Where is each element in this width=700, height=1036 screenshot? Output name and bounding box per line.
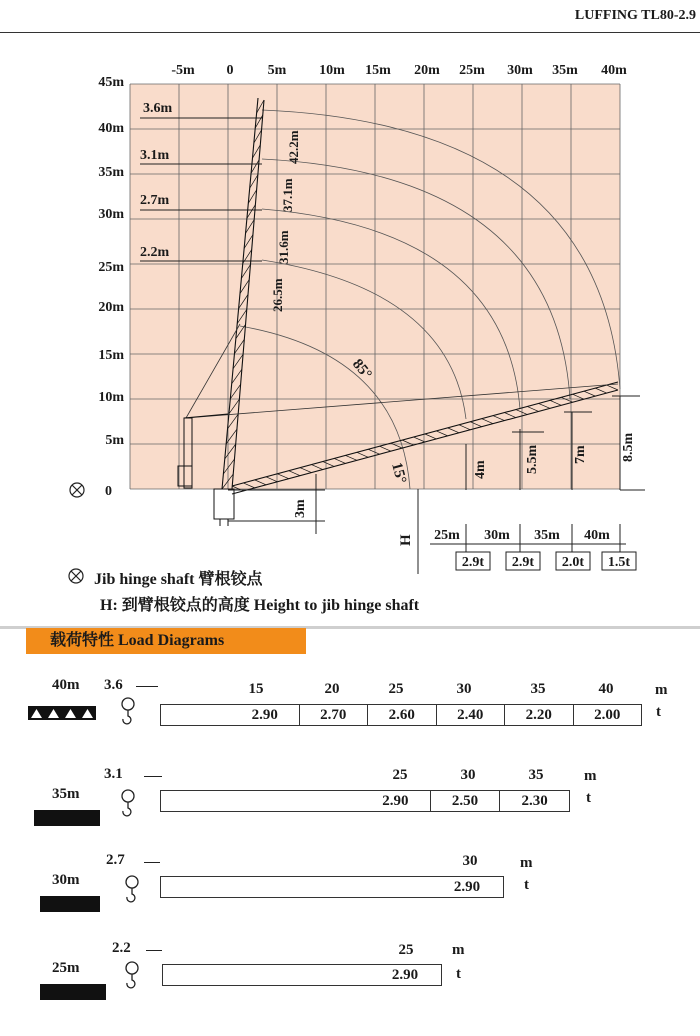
tip-height-label: 8.5m bbox=[621, 432, 636, 462]
end-radius-label: 40m bbox=[584, 528, 610, 543]
unit-t: t bbox=[656, 704, 661, 720]
radius-row bbox=[366, 767, 576, 784]
load-value: 2.90 bbox=[231, 705, 300, 725]
x-tick: 40m bbox=[601, 63, 627, 78]
jib-lattice-icon bbox=[40, 896, 100, 912]
radius-value: 40 bbox=[598, 681, 614, 697]
y-tick: 30m bbox=[98, 207, 124, 222]
table-tip-offset: 2.2 bbox=[112, 940, 131, 956]
hinge-symbol-icon bbox=[66, 566, 86, 586]
load-value: 2.40 bbox=[437, 705, 506, 725]
end-load-label: 2.9t bbox=[511, 555, 535, 570]
x-tick: -5m bbox=[171, 63, 195, 78]
radius-value: 25 bbox=[398, 942, 414, 958]
tip-offset-label: 2.7m bbox=[140, 193, 170, 208]
table-jib-length: 25m bbox=[52, 960, 80, 976]
y-tick: 25m bbox=[98, 260, 124, 275]
hinge-symbol-icon bbox=[70, 483, 84, 497]
unit-m: m bbox=[584, 768, 597, 784]
jib-lattice-icon bbox=[34, 810, 100, 826]
empty-cell bbox=[161, 705, 231, 725]
x-tick: 30m bbox=[507, 63, 533, 78]
unit-t: t bbox=[586, 790, 591, 806]
hinge-height-symbol: H bbox=[398, 534, 414, 546]
empty-cell bbox=[161, 791, 361, 811]
y-tick: 15m bbox=[98, 348, 124, 363]
radius-value: 35 bbox=[530, 681, 546, 697]
x-tick: 35m bbox=[552, 63, 578, 78]
offset-dash bbox=[136, 686, 158, 687]
y-tick: 0 bbox=[105, 484, 112, 499]
empty-cell bbox=[161, 877, 431, 897]
table-jib-length: 30m bbox=[52, 872, 80, 888]
table-jib-length: 35m bbox=[52, 786, 80, 802]
legend-h-label: H: 到臂根铰点的高度 Height to jib hinge shaft bbox=[100, 597, 420, 614]
load-table bbox=[162, 964, 442, 986]
end-radius-label: 35m bbox=[534, 528, 560, 543]
unit-m: m bbox=[655, 682, 668, 698]
load-value: 2.90 bbox=[453, 879, 481, 895]
end-radius-label: 30m bbox=[484, 528, 510, 543]
tip-offset-label: 3.6m bbox=[143, 101, 173, 116]
load-value: 2.70 bbox=[300, 705, 369, 725]
empty-cell bbox=[163, 965, 369, 985]
unit-m: m bbox=[520, 855, 533, 871]
jib-pictograms bbox=[0, 690, 170, 1010]
load-table bbox=[160, 790, 570, 812]
tip-height-label: 5.5m bbox=[525, 444, 540, 474]
end-load-label: 1.5t bbox=[607, 555, 631, 570]
jib-length-label: 37.1m bbox=[280, 178, 295, 212]
tip-height-label: 4m bbox=[473, 460, 488, 479]
load-value: 2.20 bbox=[505, 705, 574, 725]
radius-value: 20 bbox=[324, 681, 340, 697]
radius-value: 15 bbox=[248, 681, 264, 697]
radius-value: 30 bbox=[460, 767, 476, 783]
y-tick: 40m bbox=[98, 121, 124, 136]
hook-icon bbox=[126, 962, 138, 988]
tip-offset-label: 3.1m bbox=[140, 148, 170, 163]
radius-row bbox=[162, 681, 642, 698]
load-value: 2.60 bbox=[368, 705, 437, 725]
table-tip-offset: 3.1 bbox=[104, 766, 123, 782]
y-tick: 35m bbox=[98, 165, 124, 180]
table-tip-offset: 2.7 bbox=[106, 852, 125, 868]
tip-height-label: 7m bbox=[573, 445, 588, 464]
angle-max-label: 85° bbox=[348, 356, 375, 383]
jib-lattice-icon bbox=[40, 984, 106, 1000]
load-value: 2.00 bbox=[594, 707, 621, 723]
end-load-label: 2.0t bbox=[561, 555, 585, 570]
load-table bbox=[160, 876, 504, 898]
working-range-diagram bbox=[0, 34, 700, 574]
y-tick: 20m bbox=[98, 300, 124, 315]
y-tick: 5m bbox=[105, 433, 124, 448]
model-title: LUFFING TL80-2.9 bbox=[574, 8, 696, 23]
jib-length-label: 26.5m bbox=[270, 278, 285, 312]
x-tick: 25m bbox=[459, 63, 485, 78]
load-value: 2.30 bbox=[521, 793, 548, 809]
hook-icon bbox=[122, 790, 134, 816]
y-tick: 10m bbox=[98, 390, 124, 405]
x-tick: 10m bbox=[319, 63, 345, 78]
legend-hinge-label: Jib hinge shaft 臂根铰点 bbox=[94, 571, 263, 588]
table-jib-length: 40m bbox=[52, 677, 80, 693]
header-rule bbox=[0, 32, 700, 33]
table-tip-offset: 3.6 bbox=[104, 677, 123, 693]
x-tick: 0 bbox=[226, 63, 234, 78]
x-tick: 15m bbox=[365, 63, 391, 78]
load-table bbox=[160, 704, 642, 726]
load-value: 2.50 bbox=[431, 791, 501, 811]
x-tick: 20m bbox=[414, 63, 440, 78]
hook-icon bbox=[126, 876, 138, 902]
tip-offset-label: 2.2m bbox=[140, 245, 170, 260]
unit-t: t bbox=[456, 966, 461, 982]
unit-t: t bbox=[524, 877, 529, 893]
load-value: 2.90 bbox=[361, 791, 431, 811]
radius-value: 30 bbox=[462, 853, 478, 869]
radius-value: 25 bbox=[392, 767, 408, 783]
angle-min-label: 15° bbox=[388, 460, 410, 486]
y-tick: 45m bbox=[98, 75, 124, 90]
load-value: 2.90 bbox=[391, 967, 419, 983]
end-radius-label: 25m bbox=[434, 528, 460, 543]
hook-icon bbox=[122, 698, 134, 724]
radius-value: 25 bbox=[388, 681, 404, 697]
unit-m: m bbox=[452, 942, 465, 958]
hinge-height-label: 3m bbox=[293, 499, 308, 518]
x-tick: 5m bbox=[267, 63, 287, 78]
jib-length-label: 42.2m bbox=[286, 130, 301, 164]
end-load-label: 2.9t bbox=[461, 555, 485, 570]
section-title: 载荷特性 Load Diagrams bbox=[26, 628, 306, 654]
jib-length-label: 31.6m bbox=[276, 230, 291, 264]
radius-value: 35 bbox=[528, 767, 544, 783]
radius-value: 30 bbox=[456, 681, 472, 697]
